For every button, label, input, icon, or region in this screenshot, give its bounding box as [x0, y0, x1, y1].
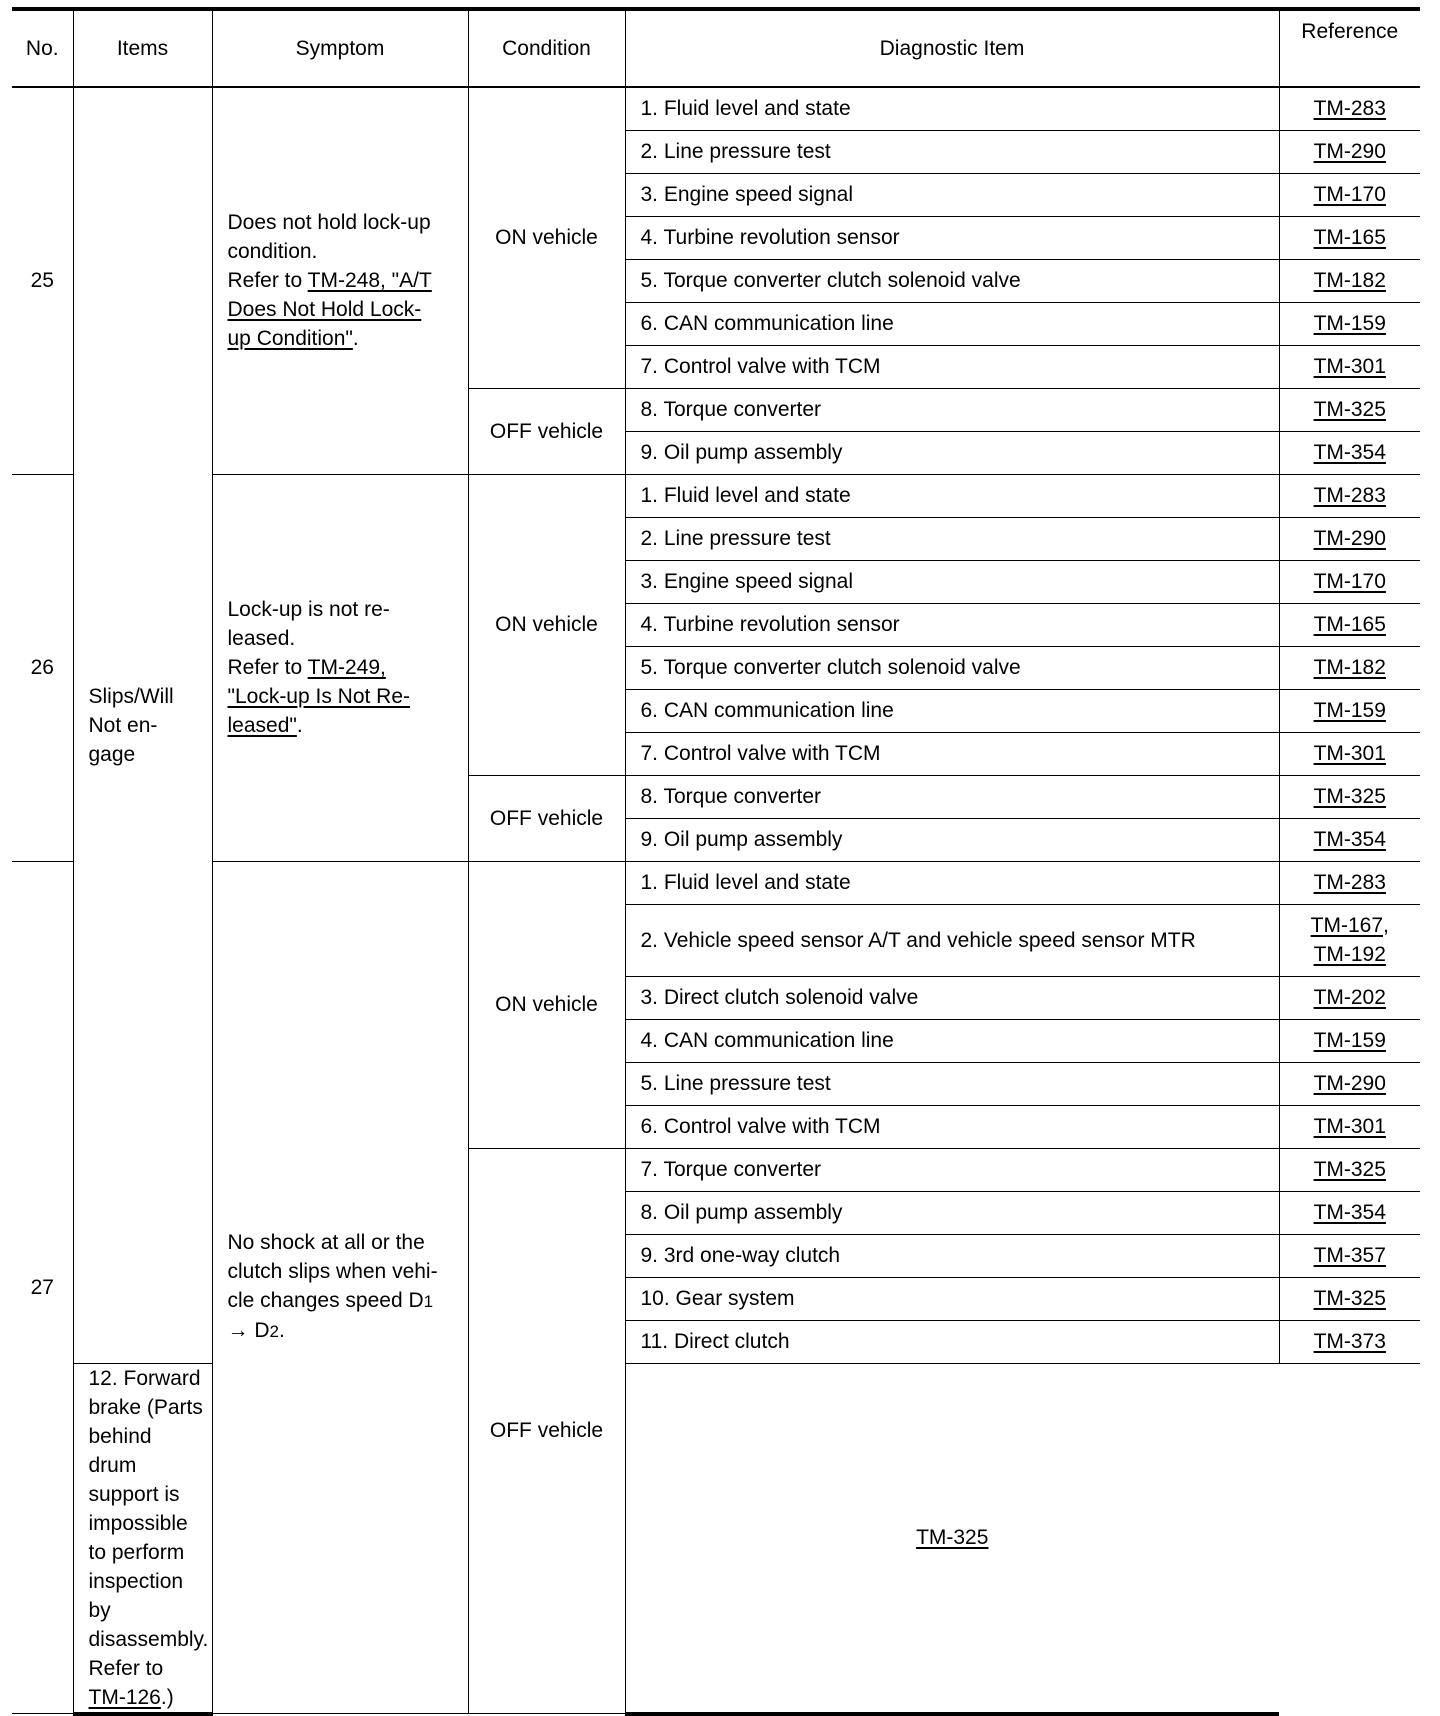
symptom-link[interactable]: up Condition"	[227, 327, 353, 351]
header-no: No.	[12, 9, 73, 87]
diagnostic-item: 6. CAN communication line	[625, 689, 1279, 732]
diagnostic-item: 8. Torque converter	[625, 388, 1279, 431]
header-reference: Reference	[1279, 9, 1420, 87]
reference-link[interactable]: TM-283	[1313, 484, 1386, 507]
header-symptom: Symptom	[212, 9, 468, 87]
reference-link[interactable]: TM-283	[1313, 871, 1386, 894]
diagnostic-item-line: 12. Forward brake (Parts behind drum support is impossible	[88, 1366, 203, 1535]
reference-link[interactable]: TM-165	[1313, 226, 1386, 249]
item-label-line: Slips/Will	[88, 684, 174, 708]
reference-link[interactable]: TM-290	[1313, 140, 1386, 163]
header-items: Items	[73, 9, 212, 87]
condition-cell: ON vehicle	[468, 474, 625, 775]
reference-link[interactable]: TM-325	[1313, 1287, 1386, 1310]
diagnostic-item: 10. Gear system	[625, 1277, 1279, 1320]
diagnostic-punct: .)	[160, 1685, 174, 1709]
symptom-line: clutch slips when vehi-	[227, 1260, 438, 1284]
diagnostic-item: 8. Oil pump assembly	[625, 1191, 1279, 1234]
diagnostic-item-line: to perform inspection by disassembly. Refer to	[88, 1540, 209, 1680]
diagnostic-item: 7. Torque converter	[625, 1148, 1279, 1191]
reference-link[interactable]: TM-159	[1313, 312, 1386, 335]
symptom-link[interactable]: leased"	[227, 714, 297, 737]
item-label-line: Not en-	[88, 713, 158, 737]
reference-link[interactable]: TM-290	[1313, 527, 1386, 550]
condition-cell: ON vehicle	[468, 861, 625, 1148]
reference-link[interactable]: TM-167	[1310, 914, 1383, 937]
symptom-line: Does not hold lock-up	[227, 211, 431, 235]
condition-cell: OFF vehicle	[468, 1148, 625, 1714]
diagnostic-inline-link[interactable]: TM-126	[88, 1685, 161, 1709]
condition-cell: ON vehicle	[468, 87, 625, 388]
symptom-cell	[212, 87, 468, 474]
reference-link[interactable]: TM-182	[1313, 656, 1386, 679]
reference-link[interactable]: TM-182	[1313, 269, 1386, 292]
reference-link[interactable]: TM-159	[1313, 1029, 1386, 1052]
diagnostic-item	[73, 1363, 212, 1714]
header-condition: Condition	[468, 9, 625, 87]
gear-subscript: 2	[269, 1322, 279, 1342]
header-row	[12, 9, 1420, 87]
diagnostic-item: 5. Line pressure test	[625, 1062, 1279, 1105]
reference-link[interactable]: TM-170	[1313, 183, 1386, 206]
symptom-cell	[212, 861, 468, 1714]
reference-link[interactable]: TM-325	[916, 1526, 989, 1549]
diagnostic-item: 5. Torque converter clutch solenoid valve	[625, 259, 1279, 302]
condition-cell: OFF vehicle	[468, 388, 625, 474]
diagnostic-item: 1. Fluid level and state	[625, 87, 1279, 130]
reference-link[interactable]: TM-301	[1313, 1115, 1386, 1138]
diagnostic-item: 3. Engine speed signal	[625, 173, 1279, 216]
symptom-arrow-text: → D	[227, 1319, 270, 1343]
table-row	[12, 87, 1420, 130]
diagnostic-item: 3. Direct clutch solenoid valve	[625, 976, 1279, 1019]
condition-cell: OFF vehicle	[468, 775, 625, 861]
diagnostic-item: 9. Oil pump assembly	[625, 431, 1279, 474]
reference-link[interactable]: TM-373	[1313, 1330, 1386, 1353]
item-cell	[73, 87, 212, 1363]
diagnostic-item: 6. Control valve with TCM	[625, 1105, 1279, 1148]
diagnostic-item: 1. Fluid level and state	[625, 861, 1279, 904]
diagnostic-item: 2. Line pressure test	[625, 517, 1279, 560]
reference-separator: ,	[1383, 914, 1389, 937]
diagnostic-item: 8. Torque converter	[625, 775, 1279, 818]
diagnostic-item: 5. Torque converter clutch solenoid valve	[625, 646, 1279, 689]
reference-link[interactable]: TM-301	[1313, 355, 1386, 378]
symptom-line: condition.	[227, 240, 318, 264]
symptom-line: No shock at all or the	[227, 1231, 425, 1255]
diagnostic-item: 4. Turbine revolution sensor	[625, 603, 1279, 646]
reference-link[interactable]: TM-325	[1313, 398, 1386, 421]
reference-link[interactable]: TM-354	[1313, 1201, 1386, 1224]
diagnostic-item: 1. Fluid level and state	[625, 474, 1279, 517]
reference-link[interactable]: TM-290	[1313, 1072, 1386, 1095]
gear-subscript: 1	[423, 1292, 434, 1312]
reference-link[interactable]: TM-159	[1313, 699, 1386, 722]
reference-link[interactable]: TM-354	[1313, 441, 1386, 464]
diagnostic-item: 11. Direct clutch	[625, 1320, 1279, 1363]
row-number: 27	[12, 861, 73, 1714]
header-diagnostic-item: Diagnostic Item	[625, 9, 1279, 87]
item-label-line: gage	[88, 742, 136, 766]
symptom-line: leased.	[227, 627, 296, 650]
diagnostic-item: 3. Engine speed signal	[625, 560, 1279, 603]
table-row	[12, 861, 1420, 904]
reference-link[interactable]: TM-354	[1313, 828, 1386, 851]
symptom-punct: .	[296, 714, 303, 737]
symptom-refer-text: Refer to	[227, 269, 308, 293]
reference-link[interactable]: TM-325	[1313, 1158, 1386, 1181]
reference-link[interactable]: TM-301	[1313, 742, 1386, 765]
symptom-punct: .	[352, 327, 359, 351]
diagnostic-item: 2. Line pressure test	[625, 130, 1279, 173]
reference-link[interactable]: TM-202	[1313, 986, 1386, 1009]
symptom-punct: .	[278, 1319, 285, 1343]
reference-link[interactable]: TM-283	[1313, 97, 1386, 121]
diagnostic-item: 9. Oil pump assembly	[625, 818, 1279, 861]
reference-link[interactable]: TM-357	[1313, 1244, 1386, 1267]
symptom-cell	[212, 474, 468, 861]
table-row	[12, 474, 1420, 517]
symptom-line: Lock-up is not re-	[227, 598, 390, 621]
diagnostic-item: 7. Control valve with TCM	[625, 345, 1279, 388]
diagnostic-table	[12, 7, 1420, 1716]
row-number: 25	[12, 87, 73, 474]
reference-link[interactable]: TM-165	[1313, 613, 1386, 636]
diagnostic-item: 7. Control valve with TCM	[625, 732, 1279, 775]
row-number: 26	[12, 474, 73, 861]
symptom-link[interactable]: TM-249,	[307, 656, 386, 679]
symptom-line: cle changes speed D	[227, 1289, 424, 1313]
diagnostic-item: 4. Turbine revolution sensor	[625, 216, 1279, 259]
reference-link[interactable]: TM-325	[1313, 785, 1386, 808]
reference-link[interactable]: TM-170	[1313, 570, 1386, 593]
symptom-link[interactable]: "Lock-up Is Not Re-	[227, 685, 411, 708]
diagnostic-item: 4. CAN communication line	[625, 1019, 1279, 1062]
diagnostic-item: 9. 3rd one-way clutch	[625, 1234, 1279, 1277]
diagnostic-item: 6. CAN communication line	[625, 302, 1279, 345]
diagnostic-item: 2. Vehicle speed sensor A/T and vehicle speed sensor MTR	[625, 904, 1279, 976]
symptom-refer-text: Refer to	[227, 656, 308, 679]
symptom-link[interactable]: TM-248, "A/T	[307, 269, 432, 293]
symptom-link[interactable]: Does Not Hold Lock-	[227, 298, 422, 322]
reference-link[interactable]: TM-192	[1313, 943, 1386, 966]
